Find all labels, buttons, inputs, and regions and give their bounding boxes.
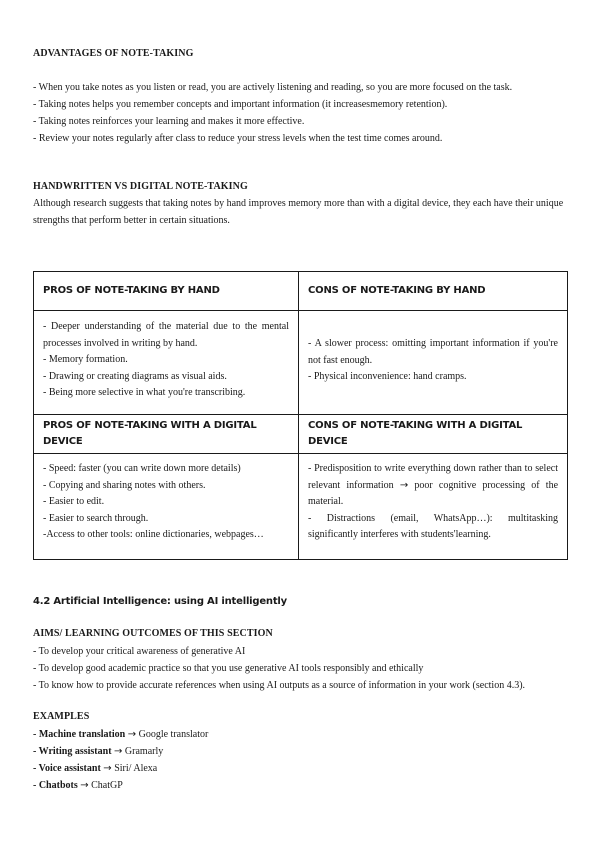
pros-digital-header: PROS OF NOTE-TAKING WITH A DIGITAL DEVICE	[34, 415, 299, 454]
examples-heading: EXAMPLES	[33, 711, 90, 722]
example-item	[33, 760, 571, 777]
pros-digital-item: - Speed: faster (you can write down more details)	[43, 463, 241, 474]
pros-digital-item: - Easier to search through.	[43, 512, 149, 524]
cons-digital-header: CONS OF NOTE-TAKING WITH A DIGITAL DEVICE	[299, 415, 568, 454]
pros-hand-item: - Drawing or creating diagrams as visual aids.	[43, 370, 227, 382]
notes-comparison-table	[33, 271, 568, 560]
cons-digital-item: - Distractions (email, WhatsApp…): multitasking significantly interferes with students'learning.	[308, 512, 558, 540]
example-value: Siri/ Alexa	[114, 763, 158, 774]
advantages-list	[33, 79, 571, 147]
pros-digital-item: -Access to other tools: online dictionaries, webpages…	[43, 529, 264, 540]
arrow-right-icon: →	[114, 746, 123, 757]
pros-digital-item: - Easier to edit.	[43, 496, 105, 507]
cons-hand-item: - Physical inconvenience: hand cramps.	[308, 371, 467, 382]
cons-hand-header: CONS OF NOTE-TAKING BY HAND	[299, 272, 568, 311]
arrow-right-icon: →	[127, 729, 137, 740]
advantages-item: - Review your notes regularly after class to reduce your stress levels when the test time comes around.	[33, 133, 443, 144]
aims-item: - To develop good academic practice so that you use generative AI tools responsibly and ethically	[33, 663, 424, 674]
cons-hand-cell	[299, 311, 568, 415]
cons-digital-item-text: - Predisposition to write everything down rather than to select relevant information	[308, 463, 558, 491]
pros-digital-cell	[34, 454, 299, 560]
advantages-item: - Taking notes reinforces your learning and makes it more effective.	[33, 116, 305, 127]
arrow-right-icon: →	[399, 479, 409, 491]
example-term: - Voice assistant	[33, 763, 101, 774]
advantages-item: - Taking notes helps you remember concepts and important information (it increasesmemory retention).	[33, 99, 448, 110]
cons-digital-cell	[299, 454, 568, 560]
advantages-heading: ADVANTAGES OF NOTE-TAKING	[33, 48, 194, 59]
pros-digital-item: - Copying and sharing notes with others.	[43, 479, 206, 491]
example-value: Gramarly	[124, 746, 164, 757]
example-term: - Machine translation	[33, 729, 126, 740]
example-value: Google translator	[138, 729, 209, 740]
aims-heading: AIMS/ LEARNING OUTCOMES OF THIS SECTION	[33, 628, 273, 639]
cons-digital-item	[308, 461, 558, 511]
pros-hand-item: - Being more selective in what you're transcribing.	[43, 387, 246, 398]
pros-hand-header: PROS OF NOTE-TAKING BY HAND	[34, 272, 299, 311]
handwritten-paragraph: Although research suggests that taking notes by hand improves memory more than with a digital device, they each have their unique strengths that perform better in certain situations.	[33, 198, 564, 226]
example-item	[33, 726, 571, 743]
ai-section-title: 4.2 Artificial Intelligence: using AI intelligently	[33, 596, 287, 607]
aims-list	[33, 643, 571, 694]
pros-hand-item: - Deeper understanding of the material due to the mental processes involved in writing by hand.	[43, 321, 289, 349]
aims-item: - To know how to provide accurate references when using AI outputs as a source of information in your work (section 4.3).	[33, 680, 526, 691]
arrow-right-icon: →	[80, 780, 89, 791]
aims-item: - To develop your critical awareness of generative AI	[33, 646, 246, 657]
handwritten-heading: HANDWRITTEN VS DIGITAL NOTE-TAKING	[33, 181, 248, 192]
example-value: ChatGP	[91, 780, 123, 791]
example-term: - Writing assistant	[33, 746, 112, 757]
advantages-item: - When you take notes as you listen or read, you are actively listening and reading, so you are more focused on the task.	[33, 82, 513, 93]
pros-hand-item: - Memory formation.	[43, 354, 128, 365]
example-term: - Chatbots	[33, 780, 78, 791]
example-item	[33, 743, 571, 760]
cons-digital-item-text: poor cognitive processing of the material.	[308, 479, 559, 507]
cons-hand-item: - A slower process: omitting important information if you're not fast enough.	[308, 338, 558, 366]
pros-hand-cell	[34, 311, 299, 415]
arrow-right-icon: →	[103, 763, 112, 774]
examples-list	[33, 726, 571, 794]
example-item	[33, 777, 571, 794]
